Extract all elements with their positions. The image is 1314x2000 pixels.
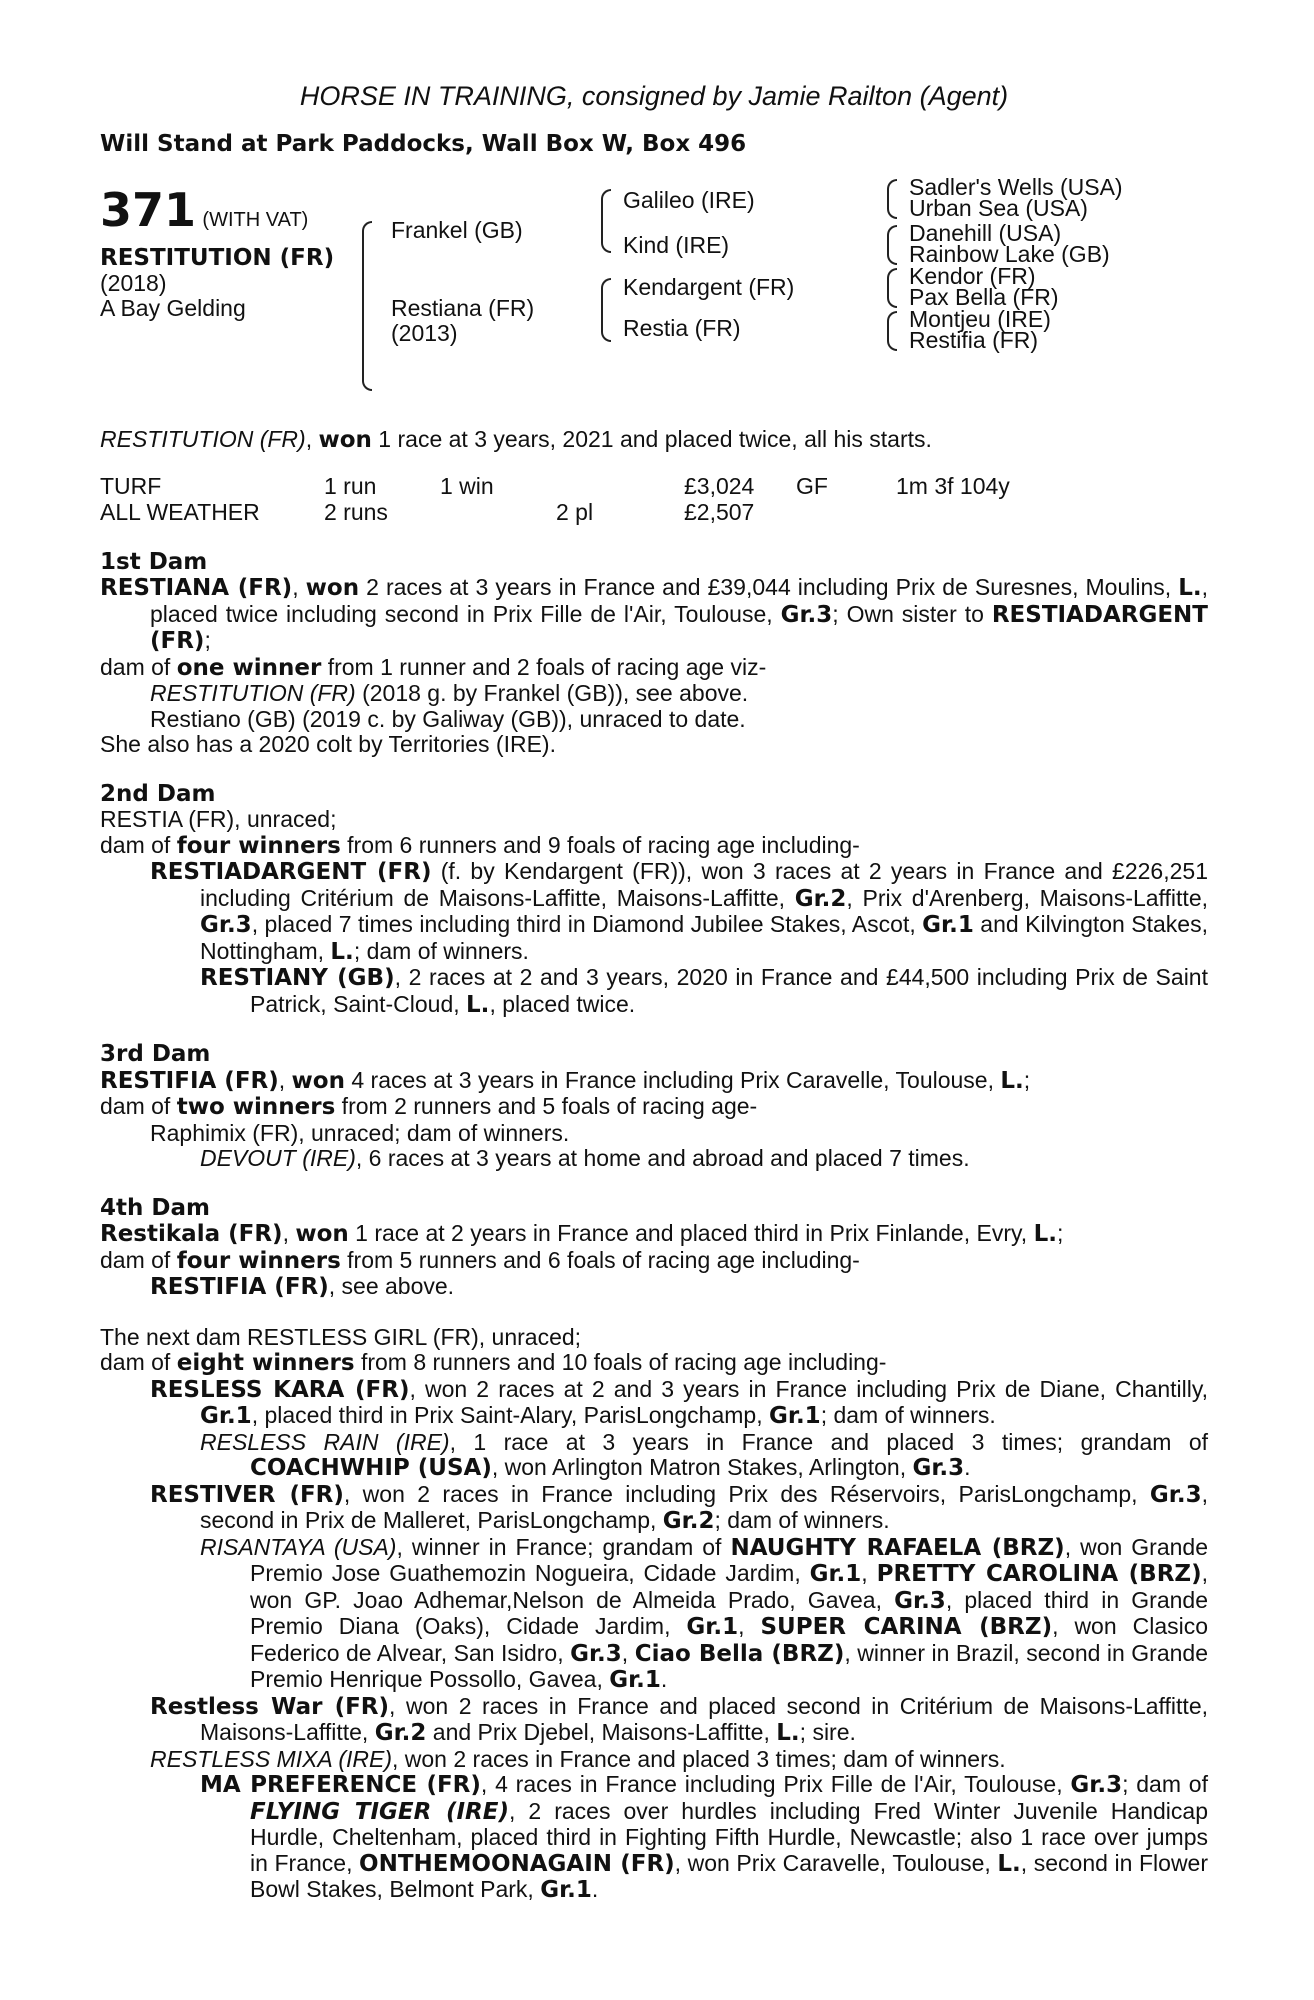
lot-year: (2018) <box>100 270 167 296</box>
bold-text: Gr.3 <box>1070 1772 1123 1798</box>
text-run: , <box>292 574 306 600</box>
produce-line <box>100 1248 1208 1275</box>
text-run: from 2 runners and 5 foals of racing age- <box>335 1093 758 1119</box>
italic-text: RESLESS RAIN (IRE) <box>200 1428 450 1455</box>
record-surface: ALL WEATHER <box>100 498 260 525</box>
text-run: , won 2 races at 2 and 3 years in France including Prix de Diane, Chantilly, <box>409 1375 1209 1402</box>
bold-text: Gr.3 <box>894 1587 946 1614</box>
produce-note <box>100 732 1208 758</box>
text-run: , winner in Brazil, second in Grande Premio Henrique Possollo, Gavea, <box>250 1639 1208 1692</box>
text-run: dam of <box>100 1246 177 1273</box>
produce-item <box>100 965 1208 1018</box>
bold-text: MA PREFERENCE (FR) <box>200 1772 481 1798</box>
text-run: , won 2 races in France including Prix des Réservoirs, ParisLongchamp, <box>343 1480 1150 1507</box>
bold-text: Gr.1 <box>540 1877 592 1903</box>
bold-text: NAUGHTY RAFAELA (BRZ) <box>730 1534 1065 1561</box>
bold-text: L. <box>1178 575 1202 601</box>
bold-text: eight winners <box>176 1350 355 1376</box>
bold-text: one winner <box>176 654 322 681</box>
text-run: , winner in France; grandam of <box>396 1533 731 1560</box>
lot-number: 371 <box>100 183 197 237</box>
race-record-table <box>100 474 1016 526</box>
text-run: from 5 runners and 6 foals of racing age including- <box>340 1246 860 1273</box>
text-run: ; Own sister to <box>832 600 992 627</box>
record-distance: 1m 3f 104y <box>896 472 1010 499</box>
bold-text: Gr.2 <box>374 1720 427 1746</box>
text-run: dam of <box>100 1093 177 1119</box>
bold-text: Gr.1 <box>809 1561 862 1587</box>
text-run: , second in Prix de Malleret, ParisLongchamp, <box>200 1480 1208 1533</box>
text-run: and Prix Djebel, Maisons-Laffitte, <box>426 1719 777 1745</box>
bold-text: SUPER CARINA (BRZ) <box>760 1614 1053 1640</box>
text-run: Restiano (GB) (2019 c. by Galiway (GB)), unraced to date. <box>150 705 746 732</box>
page-header: HORSE IN TRAINING, consigned by Jamie Railton (Agent) <box>299 81 1009 111</box>
race-summary: RESTITUTION (FR), won 1 race at 3 years, 2021 and placed twice, all his starts. <box>100 426 932 453</box>
fourth-dam-section <box>100 1196 1208 1301</box>
record-surface: TURF <box>100 472 162 499</box>
bold-text: four winners <box>176 1247 341 1274</box>
bold-text: Gr.1 <box>200 1403 252 1429</box>
bold-text: Gr.1 <box>922 912 974 938</box>
text-run: 1 race at 2 years in France and placed third in Prix Finlande, Evry, <box>348 1220 1034 1246</box>
bold-text: Gr.3 <box>200 912 252 938</box>
text-run: 2 races at 3 years in France and £39,044 including Prix de Suresnes, Moulins, <box>359 574 1179 600</box>
bold-text: Gr.3 <box>570 1640 622 1667</box>
section-title: 1st Dam <box>100 548 208 575</box>
text-run: , <box>621 1639 635 1666</box>
bold-text: Restless War (FR) <box>150 1693 390 1720</box>
bold-italic-text: FLYING TIGER (IRE) <box>250 1798 509 1825</box>
dam: Restiana (FR) <box>391 295 535 321</box>
italic-text: DEVOUT (IRE) <box>200 1145 356 1171</box>
record-row <box>100 500 1016 526</box>
summary-won: won <box>318 427 372 453</box>
text-run: , placed twice including second in Prix Fille de l'Air, Toulouse, <box>150 574 1208 627</box>
summary-horse: RESTITUTION (FR) <box>100 426 306 452</box>
brace-g1 <box>887 179 897 219</box>
produce-line <box>100 1350 1208 1377</box>
text-run: (2018 g. by Frankel (GB)), see above. <box>355 680 749 706</box>
brace-g4 <box>887 311 897 351</box>
record-distance <box>896 500 1016 526</box>
produce-item <box>100 1694 1208 1747</box>
dam-entry <box>100 575 1208 655</box>
text-run: , won Prix Caravelle, Toulouse, <box>674 1849 998 1876</box>
record-wins <box>440 500 556 526</box>
section-title: 3rd Dam <box>100 1041 211 1067</box>
bold-text: RESTIANA (FR) <box>100 575 293 601</box>
dam-sire-sire: Kendor (FR) <box>909 263 1036 289</box>
pedigree-table <box>100 175 1208 405</box>
third-dam-section <box>100 1042 1208 1172</box>
text-run: (f. by Kendargent (FR)), won 3 races at 2 years in France and £226,251 including Critérium de Maisons-Laffitte, Maisons-Laffitte, <box>200 858 1208 911</box>
sire-dam-dam: Rainbow Lake (GB) <box>909 241 1110 267</box>
record-runs: 1 run <box>324 472 377 499</box>
bold-text: L. <box>330 938 354 965</box>
text-run: , placed third in Grande Premio Diana (Oaks), Cidade Jardim, <box>250 1586 1208 1639</box>
produce-line <box>100 655 1208 682</box>
bold-text: Gr.2 <box>662 1508 715 1534</box>
bold-text: Gr.2 <box>794 885 847 912</box>
bold-text: Gr.3 <box>780 601 833 628</box>
bold-text: COACHWHIP (USA) <box>250 1455 492 1481</box>
bold-text: Restikala (FR) <box>100 1221 283 1247</box>
record-runs: 2 runs <box>324 498 388 525</box>
dam-sire: Kendargent (FR) <box>623 274 795 300</box>
produce-item <box>100 1377 1208 1430</box>
produce-item <box>100 707 1208 733</box>
record-going <box>796 500 896 526</box>
bold-text: RESTIADARGENT (FR) <box>150 601 1208 654</box>
bold-text: won <box>305 575 360 601</box>
sire-sire-sire: Sadler's Wells (USA) <box>909 174 1123 200</box>
bold-text: RESTIFIA (FR) <box>100 1067 279 1094</box>
italic-text: RISANTAYA (USA) <box>200 1533 397 1560</box>
record-row <box>100 474 1016 500</box>
bold-text: won <box>295 1221 349 1247</box>
text-run: RESTIA (FR), unraced; <box>100 806 337 832</box>
text-run: ; <box>1023 1066 1031 1093</box>
text-run: ; dam of winners. <box>353 937 529 964</box>
text-run: from 1 runner and 2 foals of racing age viz- <box>321 653 767 680</box>
bold-text: ONTHEMOONAGAIN (FR) <box>359 1850 675 1877</box>
text-run: . <box>591 1876 599 1902</box>
sire: Frankel (GB) <box>391 217 523 243</box>
text-run: ; <box>1056 1220 1064 1246</box>
dam-brace <box>601 278 611 342</box>
bold-text: RESTIADARGENT (FR) <box>150 859 432 885</box>
sire-sire: Galileo (IRE) <box>623 187 755 213</box>
next-dam-section <box>100 1325 1208 1904</box>
text-run: , placed twice. <box>489 990 636 1017</box>
dam-entry <box>100 807 1208 833</box>
produce-item <box>100 1747 1208 1773</box>
bold-text: PRETTY CAROLINA (BRZ) <box>876 1561 1202 1587</box>
bold-text: won <box>291 1067 345 1094</box>
text-run: ; sire. <box>799 1719 856 1745</box>
bold-text: four winners <box>176 832 341 859</box>
sire-dam: Kind (IRE) <box>623 232 730 258</box>
produce-item <box>100 1535 1208 1694</box>
text-run: 4 races at 3 years in France including Prix Caravelle, Toulouse, <box>344 1066 1001 1093</box>
text-run: , 2 races at 2 and 3 years, 2020 in France and £44,500 including Prix de Saint Patrick, Saint-Cloud, <box>250 964 1208 1017</box>
bold-text: L. <box>776 1720 800 1746</box>
text-run: The next dam RESTLESS GIRL (FR), unraced; <box>100 1323 582 1350</box>
bold-text: L. <box>1000 1067 1024 1094</box>
produce-line <box>100 833 1208 860</box>
produce-item <box>100 1146 1208 1172</box>
text-run: , <box>861 1560 877 1586</box>
text-run: , 4 races in France including Prix Fille de l'Air, Toulouse, <box>480 1771 1071 1797</box>
text-run: , <box>738 1613 761 1639</box>
text-run: and Kilvington Stakes, Nottingham, <box>200 911 1208 964</box>
text-run: from 8 runners and 10 foals of racing age including- <box>354 1349 887 1375</box>
section-title: 2nd Dam <box>100 780 216 807</box>
bold-text: two winners <box>176 1094 336 1120</box>
record-places <box>556 474 684 500</box>
record-prize: £2,507 <box>684 498 755 525</box>
text-run: , won Arlington Matron Stakes, Arlington, <box>491 1454 913 1480</box>
section-title: 4th Dam <box>100 1194 210 1221</box>
bold-text: Gr.3 <box>1149 1481 1202 1508</box>
italic-text: RESTLESS MIXA (IRE) <box>150 1745 392 1772</box>
lot-name: RESTITUTION (FR) <box>100 245 335 271</box>
text-run: dam of <box>100 1349 177 1375</box>
dam-dam-sire: Montjeu (IRE) <box>909 306 1051 332</box>
text-run: , won 2 races in France and placed 3 times; dam of winners. <box>391 1745 1006 1772</box>
dam-dam-dam: Restifia (FR) <box>909 327 1039 353</box>
text-run: . <box>660 1666 668 1692</box>
text-run: , won Clasico Federico de Alvear, San Isidro, <box>250 1613 1209 1666</box>
bold-text: Gr.1 <box>769 1403 821 1429</box>
summary-rest: 1 race at 3 years, 2021 and placed twice, all his starts. <box>371 426 932 452</box>
first-dam-section <box>100 550 1208 758</box>
dam-entry <box>100 1068 1208 1095</box>
bold-text: Ciao Bella (BRZ) <box>634 1640 845 1667</box>
bold-text: Gr.1 <box>609 1667 661 1693</box>
bold-text: RESTIANY (GB) <box>200 965 395 991</box>
bold-text: Gr.1 <box>686 1614 739 1640</box>
produce-line <box>100 1094 1208 1121</box>
sire-dam-sire: Danehill (USA) <box>909 220 1062 246</box>
bold-text: RESTIFIA (FR) <box>150 1274 329 1300</box>
produce-item <box>100 1121 1208 1147</box>
text-run: She also has a 2020 colt by Territories (IRE). <box>100 731 556 757</box>
italic-text: RESTITUTION (FR) <box>150 680 356 706</box>
sire-brace <box>601 189 611 253</box>
text-run: , 6 races at 3 years at home and abroad and placed 7 times. <box>355 1145 970 1171</box>
dam-entry <box>100 1325 1208 1351</box>
text-run: , placed third in Prix Saint-Alary, ParisLongchamp, <box>251 1402 769 1428</box>
text-run: , placed 7 times including third in Diamond Jubilee Stakes, Ascot, <box>251 911 923 937</box>
produce-item <box>100 1430 1208 1482</box>
text-run: Raphimix (FR), unraced; dam of winners. <box>150 1119 570 1146</box>
produce-item <box>100 1482 1208 1535</box>
text-run: ; dam of winners. <box>820 1402 996 1428</box>
text-run: , Prix d'Arenberg, Maisons-Laffitte, <box>846 884 1208 911</box>
produce-item <box>100 1772 1208 1904</box>
text-run: , 2 races over hurdles including Fred Winter Juvenile Handicap Hurdle, Cheltenham, placed third in Fighting Fifth Hurdle, Newcastle; also 1 race over jumps in France, <box>250 1797 1208 1876</box>
record-wins: 1 win <box>440 472 494 499</box>
bold-text: L. <box>997 1850 1021 1877</box>
produce-item <box>100 859 1208 965</box>
catalogue-page <box>100 81 1209 1904</box>
text-run: , won GP. Joao Adhemar,Nelson de Almeida Prado, Gavea, <box>250 1560 1208 1613</box>
dam-year: (2013) <box>391 320 458 346</box>
dam-entry <box>100 1221 1208 1248</box>
record-places: 2 pl <box>556 498 594 525</box>
vat-note: (WITH VAT) <box>202 209 309 231</box>
record-going: GF <box>796 472 828 499</box>
text-run: , <box>282 1220 296 1246</box>
lot-description: A Bay Gelding <box>100 295 246 321</box>
text-run: ; <box>204 627 211 653</box>
bold-text: L. <box>1033 1221 1057 1247</box>
bold-text: RESLESS KARA (FR) <box>150 1376 410 1403</box>
produce-item <box>100 1274 1208 1301</box>
sire-sire-dam: Urban Sea (USA) <box>909 195 1088 221</box>
dam-dam: Restia (FR) <box>623 315 741 341</box>
text-run: dam of <box>100 653 177 680</box>
bold-text: RESTIVER (FR) <box>150 1481 344 1508</box>
brace-g2 <box>887 225 897 265</box>
text-run: , won Grande Premio Jose Guathemozin Nogueira, Cidade Jardim, <box>250 1533 1208 1586</box>
text-run: dam of <box>100 831 177 858</box>
text-run: from 6 runners and 9 foals of racing age including- <box>340 831 860 858</box>
dam-sire-dam: Pax Bella (FR) <box>909 284 1059 310</box>
produce-item <box>100 681 1208 707</box>
text-run: ; dam of <box>1122 1771 1208 1797</box>
text-run: , second in Flower Bowl Stakes, Belmont Park, <box>250 1849 1208 1902</box>
text-run: . <box>964 1454 971 1480</box>
text-run: ; dam of winners. <box>714 1507 890 1533</box>
lot-number-row <box>100 183 309 237</box>
record-prize: £3,024 <box>684 472 755 499</box>
text-run: , won 2 races in France and placed second in Critérium de Maisons-Laffitte, Maisons-Laffitte, <box>200 1692 1208 1745</box>
pedigree-brace <box>362 221 372 391</box>
stand-location: Will Stand at Park Paddocks, Wall Box W, Box 496 <box>100 130 747 157</box>
text-run: , <box>278 1066 292 1093</box>
bold-text: L. <box>466 991 490 1018</box>
bold-text: Gr.3 <box>912 1455 965 1481</box>
brace-g3 <box>887 268 897 308</box>
text-run: , see above. <box>328 1273 455 1299</box>
text-run: , 1 race at 3 years in France and placed 3 times; grandam of <box>449 1428 1209 1455</box>
second-dam-section <box>100 782 1208 1019</box>
